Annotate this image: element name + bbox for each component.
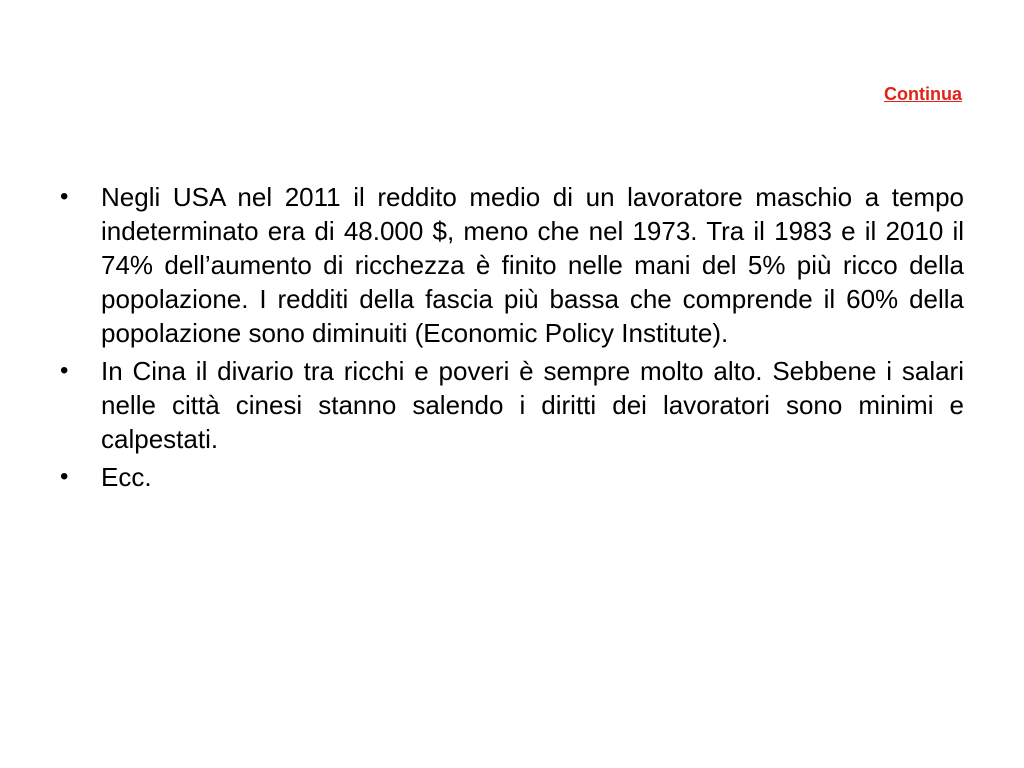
bullet-text: Ecc. — [101, 462, 152, 492]
bullet-text: In Cina il divario tra ricchi e poveri è sempre molto alto. Sebbene i salari nelle città cinesi stanno salendo i diritti dei lavoratori sono minimi e calpestati. — [101, 356, 964, 454]
bullet-item — [60, 180, 964, 350]
bullet-icon: • — [60, 357, 69, 384]
bullet-icon: • — [60, 463, 69, 490]
bullet-text: Negli USA nel 2011 il reddito medio di un lavoratore maschio a tempo indeterminato era di 48.000 $, meno che nel 1973. Tra il 1983 e il 2010 il 74% dell’aumento di ricchezza è finito nelle mani del 5% più ricco della popolazione. I redditi della fascia più bassa che comprende il 60% della popolazione sono diminuiti (Economic Policy Institute). — [101, 182, 964, 348]
bullet-item — [60, 460, 964, 494]
continua-link[interactable]: Continua — [884, 84, 962, 104]
bullet-icon: • — [60, 183, 69, 210]
bullet-item — [60, 354, 964, 456]
bullet-list — [60, 180, 964, 498]
